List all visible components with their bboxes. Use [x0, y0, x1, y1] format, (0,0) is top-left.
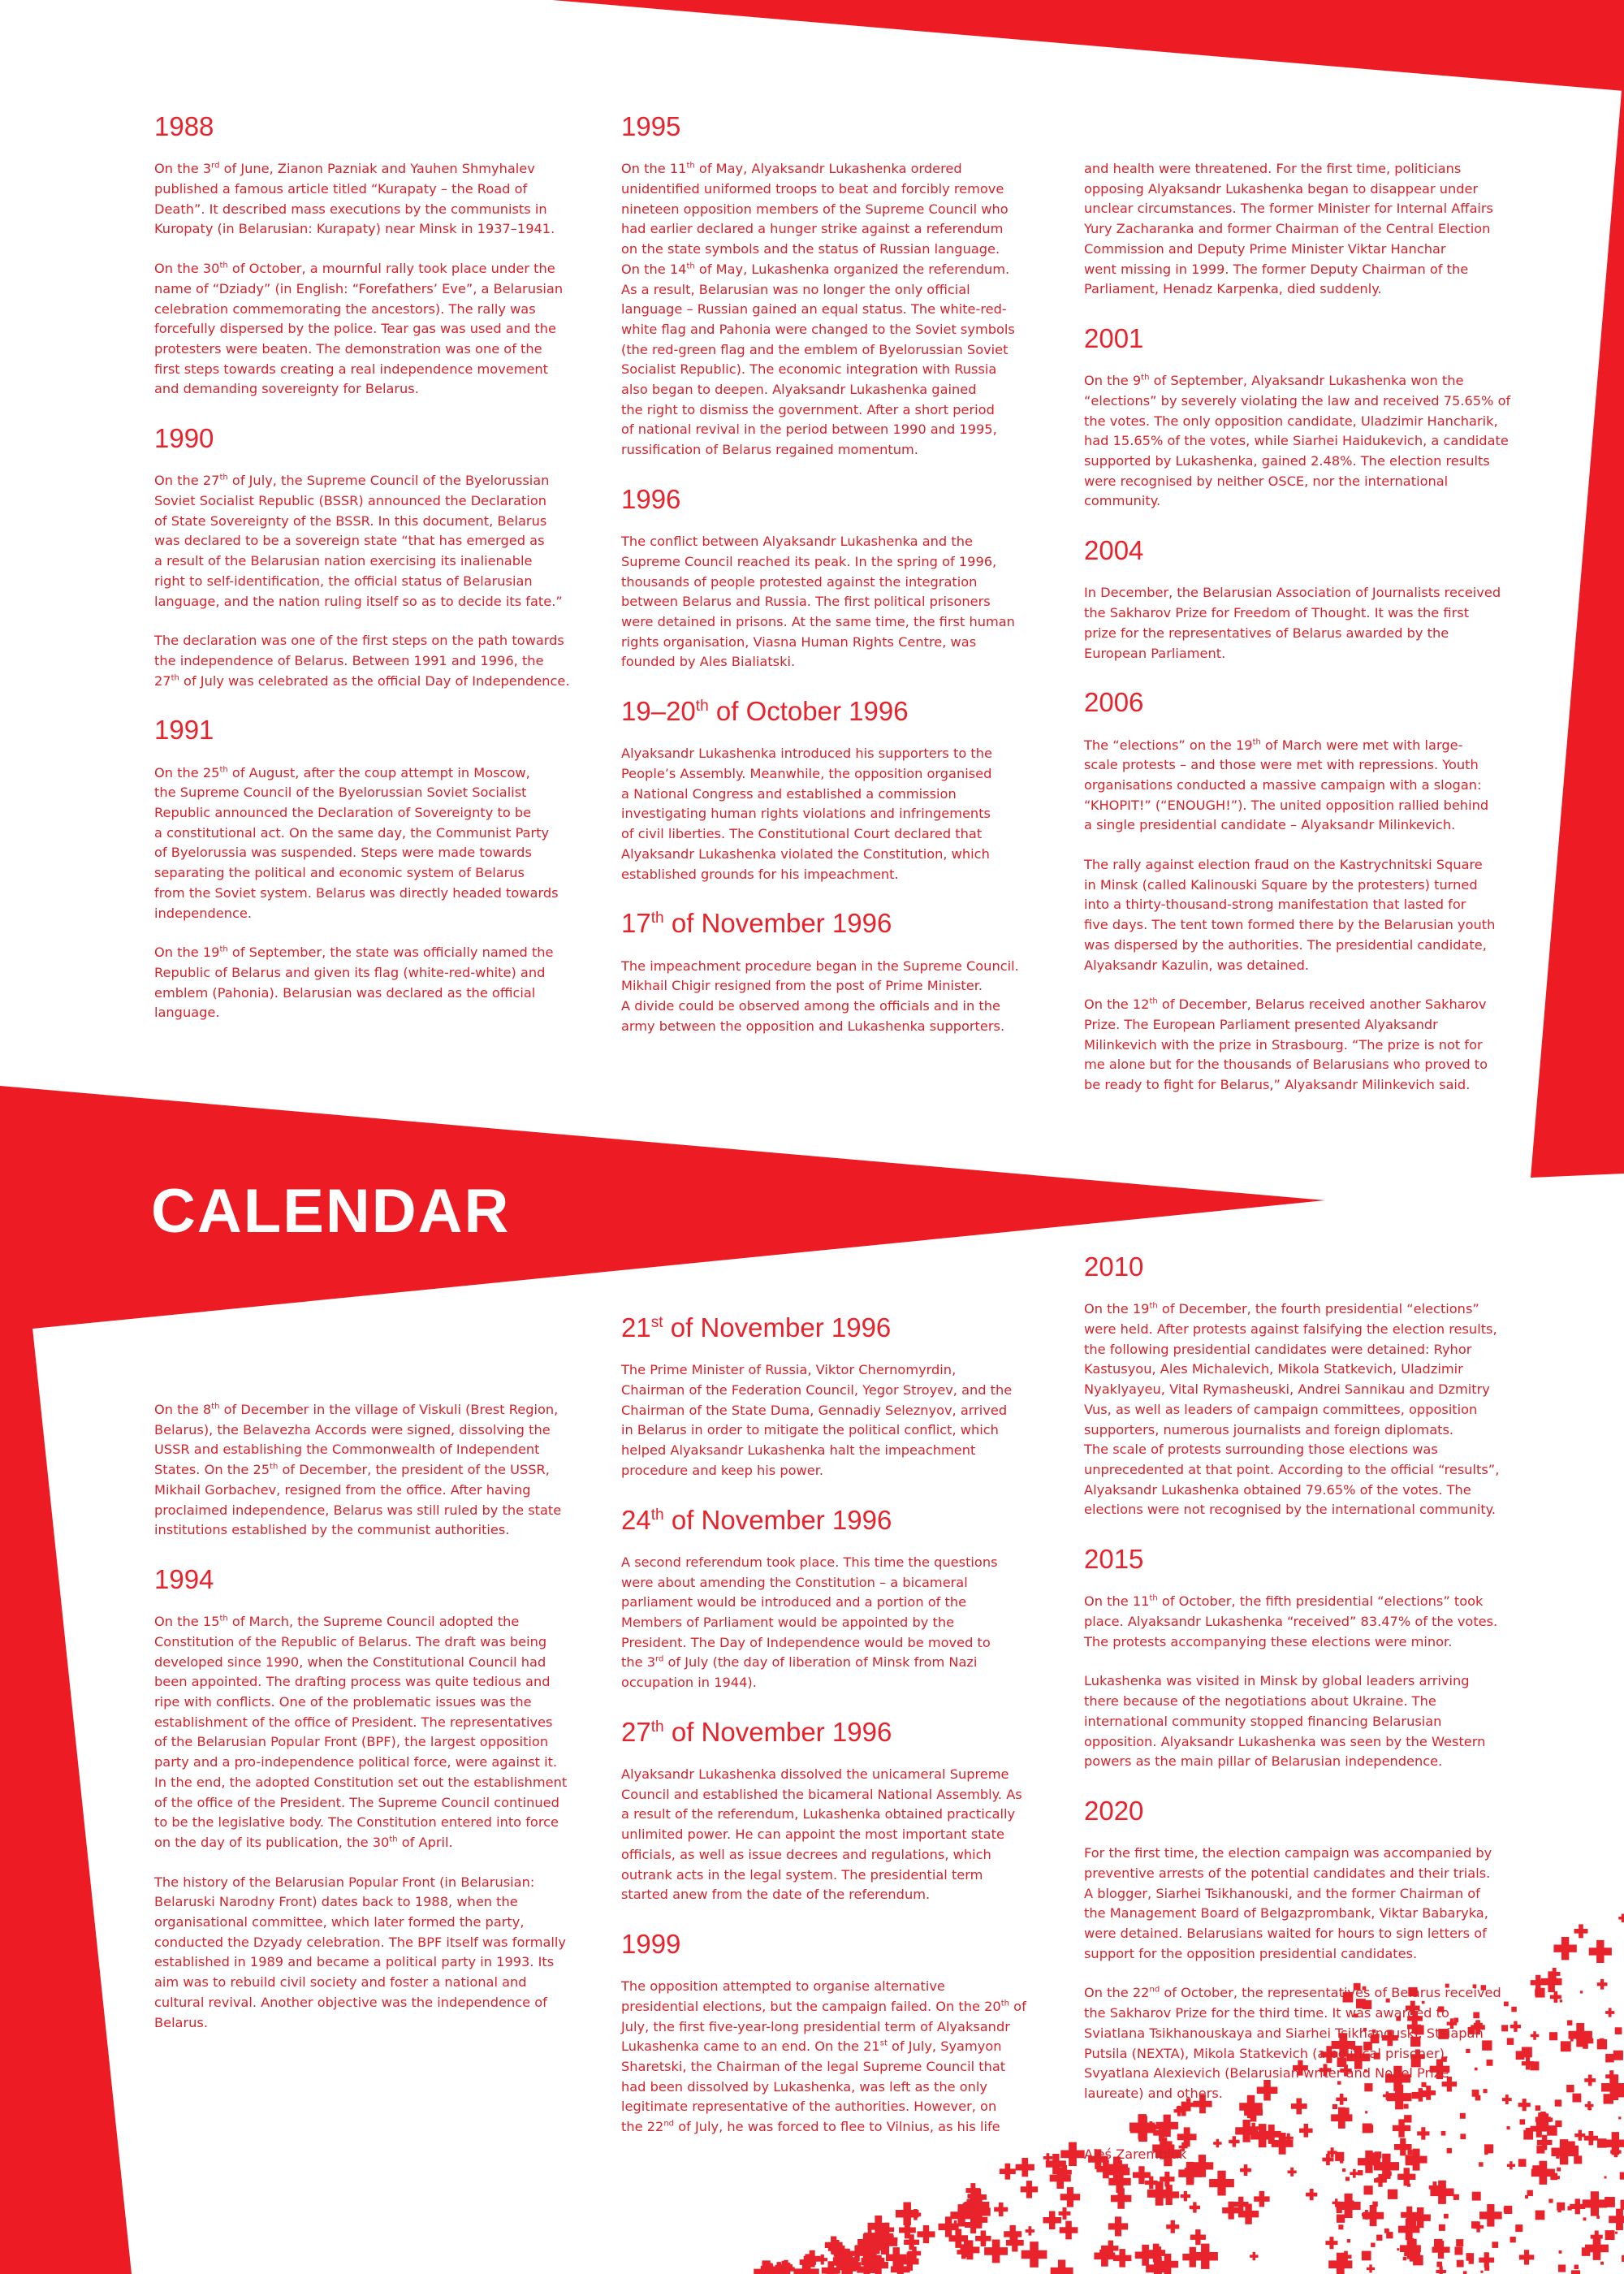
timeline-paragraph: On the 3rd of June, Zianon Pazniak and Yauhen Shmyhalev published a famous article titled “Kurapaty – the Road of Death”. It described mass executions by the communists in Kuropaty (in Belarusian: Kurapaty) near Minsk in 1937–1941. [154, 161, 555, 237]
ornament-cross [1060, 2187, 1080, 2207]
timeline-section [621, 1930, 1060, 2138]
timeline-paragraph: On the 22nd of October, the representatives of Belarus received the Sakharov Prize for the third time. It was awarded to Sviatlana Tsikhanouskaya and Siarhei Tsikhanouski, Stsiapan Putsila (NEXTA), Mikola Statkevich (a political prisoner), Svyatlana Alexievich (Belarusian writer and Nobel Prize laureate) and others. [1084, 1985, 1501, 2101]
timeline-section [154, 424, 593, 691]
ornament-speck [1548, 2198, 1553, 2203]
timeline-section [621, 697, 1060, 884]
ornament-cross [1367, 2264, 1375, 2272]
ornament-cross [1591, 2231, 1603, 2243]
year-heading: 24th of November 1996 [621, 1504, 892, 1535]
timeline-paragraph: The opposition attempted to organise alternative presidential elections, but the campaign failed. On the 20th of July, the first five-year-long presidential term of Alyaksandr Lukashenka came to an end. On the 21st of July, Syamyon Sharetski, the Chairman of the legal Supreme Council that had been dissolved by Lukashenka, was left as the only legitimate representative of the authorities. However, on the 22nd of July, he was forced to flee to Vilnius, as his life [621, 1978, 1026, 2135]
ornament-speck [1558, 2264, 1566, 2272]
ornament-speck [1523, 2130, 1533, 2140]
ornament-speck [1530, 2061, 1539, 2070]
ornament-speck [1582, 2247, 1591, 2256]
ornament-speck [1444, 2214, 1449, 2219]
ornament-cross [1108, 2216, 1128, 2236]
timeline-paragraph: On the 12th of December, Belarus received another Sakharov Prize. The European Parliament presented Alyaksandr Milinkevich with the prize in Strasbourg. “The prize is not for me alone but for the thousands of Belarusians who proved to be ready to fight for Belarus,” Alyaksandr Milinkevich said. [1084, 996, 1488, 1093]
ornament-cross [1584, 2075, 1596, 2086]
year-heading: 21st of November 1996 [621, 1312, 892, 1342]
ornament-cross [1051, 2260, 1073, 2274]
ornament-cross [1479, 2204, 1502, 2227]
ornament-speck [1436, 2262, 1442, 2268]
ornament-speck [1347, 2239, 1350, 2242]
ornament-speck [1439, 2224, 1445, 2231]
ornament-speck [1441, 2131, 1446, 2136]
ornament-speck [1605, 2230, 1615, 2240]
ornament-speck [1387, 2172, 1392, 2177]
ornament-speck [1567, 2206, 1571, 2210]
ornament-cross [1479, 2252, 1494, 2268]
year-heading: 1994 [154, 1563, 214, 1594]
ornament-cross [917, 2225, 935, 2243]
ornament-speck [1376, 2235, 1382, 2241]
ornament-speck [1522, 2047, 1532, 2057]
ornament-speck [1538, 2112, 1546, 2121]
ornament-cross [1618, 1913, 1624, 1922]
ornament-cross [1350, 2169, 1358, 2178]
ornament-speck [1386, 2232, 1393, 2238]
ornament-cross [979, 2233, 990, 2244]
ornament-speck [1463, 2271, 1467, 2274]
ornament-cross [1213, 2139, 1221, 2147]
bullet-icon [1070, 2152, 1076, 2158]
ornament-cross [994, 2203, 1008, 2216]
timeline-paragraph: The conflict between Alyaksandr Lukashenka and the Supreme Council reached its peak. In the spring of 1996, thousands of people protested against the integration between Belarus and Russia. The first political prisoners were detained in prisons. At the same time, the first human rights organisation, Viasna Human Rights Centre, was founded by Ales Bialiatski. [621, 534, 1015, 670]
author-name: Aleś Zarembiuk [1084, 2146, 1187, 2162]
ornament-cross [1000, 2164, 1016, 2180]
timeline-paragraph: The Prime Minister of Russia, Viktor Chernomyrdin, Chairman of the Federation Council, Yegor Stroyev, and the Chairman of the State Duma, Gennadiy Seleznyov, arrived in Belarus in order to mitigate the political conflict, which helped Alyaksandr Lukashenka halt the impeachment procedure and keep his power. [621, 1362, 1013, 1478]
ornament-speck [1588, 2108, 1592, 2111]
ornament-speck [1388, 2190, 1397, 2199]
ornament-speck [1532, 2165, 1540, 2173]
ornament-speck [1492, 2242, 1498, 2248]
ornament-speck [1605, 2197, 1615, 2207]
ornament-speck [1342, 2168, 1345, 2172]
ornament-cross [1417, 2127, 1429, 2139]
year-heading: 27th of November 1996 [621, 1716, 892, 1747]
ornament-speck [1567, 2020, 1573, 2025]
timeline-section [154, 1400, 593, 1541]
ornament-speck [1372, 2202, 1377, 2207]
ornament-speck [1572, 2094, 1581, 2103]
ornament-speck [1535, 1990, 1541, 1996]
ornament-speck [1560, 1999, 1562, 2002]
ornament-cross [1531, 2031, 1540, 2040]
ornament-speck [1535, 2105, 1540, 2110]
ornament-speck [1556, 2155, 1559, 2159]
timeline-paragraph: For the first time, the election campaign was accompanied by preventive arrests of the potential candidates and their trials. A blogger, Siarhei Tsikhanouski, and the former Chairman of the Management Board of Belgazprombank, Viktar Babaryka, were detained. Belarusians waited for hours to sign letters of support for the opposition presidential candidates. [1084, 1845, 1492, 1961]
ornament-speck [1345, 2177, 1350, 2181]
year-heading: 1996 [621, 483, 681, 514]
year-heading: 2015 [1084, 1544, 1144, 1575]
year-heading: 2006 [1084, 687, 1144, 718]
ornament-cross [1193, 2244, 1218, 2269]
timeline-section [154, 1565, 593, 2033]
ornament-speck [1471, 2221, 1479, 2229]
ornament-speck [1620, 2172, 1624, 2180]
ornament-speck [1618, 2116, 1621, 2119]
ornament-speck [1596, 2216, 1600, 2219]
timeline-paragraph: On the 19th of December, the fourth presidential “elections” were held. After protests against falsifying the election results, the following presidential candidates were detained: Ryhor Kastusyou, Ales Michalevich, Mikola Statkevich, Uladzimir Nyaklyayeu, Vital Rymasheuski, Andrei Sannikau and Dzmitry Vus, as well as leaders of campaign committees, opposition supporters, numerous journalists and foreign diplomats. The scale of protests surrounding those elections was unprecedented at that point. According to the official “results”, Alyaksandr Lukashenka obtained 79.65% of the votes. The elections were not recognised by the international community. [1084, 1301, 1500, 1518]
timeline-section [1084, 688, 1522, 1096]
ornament-speck [1453, 2194, 1459, 2200]
year-heading: 2004 [1084, 535, 1144, 566]
ornament-cross [1113, 2249, 1132, 2268]
timeline-paragraph: The “elections” on the 19th of March were met with large- scale protests – and those were met with repressions. Youth organisations conducted a massive campaign with a slogan: “KHOPIT!” (“ENOUGH!”). The united opposition rallied behind a single presidential candidate – Alyaksandr Milinkevich. [1084, 737, 1489, 833]
timeline-paragraph: On the 15th of March, the Supreme Council adopted the Constitution of the Republic of Belarus. The draft was being developed since 1990, when the Constitutional Council had been appointed. The drafting process was quite tedious and ripe with conflicts. One of the problematic issues was the establishment of the office of President. The representatives of the Belarusian Popular Front (BPF), the largest opposition party and a pro-independence political force, were against it. In the end, the adopted Constitution set out the establishment of the office of the President. The Supreme Council continued to be the legislative body. The Constitution entered into force on the day of its publication, the 30th of April. [154, 1614, 568, 1850]
ornament-speck [1337, 2215, 1345, 2223]
ornament-speck [1600, 2262, 1604, 2265]
ornament-cross [1553, 1937, 1576, 1960]
timeline-paragraph: In December, the Belarusian Association of Journalists received the Sakharov Prize for Freedom of Thought. It was the first prize for the representatives of Belarus awarded by the European Parliament. [1084, 585, 1501, 661]
timeline-paragraph: On the 11th of May, Alyaksandr Lukashenka ordered unidentified uniformed troops to beat and forcibly remove nineteen opposition members of the Supreme Council who had earlier declared a hunger strike against a referendum on the state symbols and the status of Russian language. On the 14th of May, Lukashenka organized the referendum. As a result, Belarusian was no longer the only official language – Russian gained an equal status. The white-red- white flag and Pahonia were changed to the Soviet symbols (the red-green flag and the emblem of Byelorussian Soviet Socialist Republic). The economic integration with Russia also began to deepen. Alyaksandr Lukashenka gained the right to dismiss the government. After a short period of national revival in the period between 1990 and 1995, russification of Belarus regained momentum. [621, 161, 1015, 458]
ornament-speck [1479, 2162, 1483, 2166]
calendar-heading: CALENDAR [151, 1177, 511, 1246]
ornament-speck [1535, 2211, 1545, 2220]
ornament-cross [1250, 2252, 1258, 2260]
timeline-paragraph: and health were threatened. For the first time, politicians opposing Alyaksandr Lukashenka began to disappear under unclear circumstances. The former Minister for Internal Affairs Yury Zacharanka and former Chairman of the Central Election Commission and Deputy Prime Minister Viktar Hanchar went missing in 1999. The former Deputy Chairman of the Parliament, Henadz Karpenka, died suddenly. [1084, 161, 1493, 297]
ornament-cross [1583, 2191, 1607, 2216]
timeline-paragraph: On the 11th of October, the fifth presidential “elections” took place. Alyaksandr Lukashenka “received” 83.47% of the votes. The protests accompanying these elections were minor. [1084, 1593, 1498, 1649]
ornament-speck [1408, 2218, 1416, 2226]
ornament-speck [1337, 2207, 1342, 2213]
ornament-speck [1574, 2155, 1582, 2164]
ornament-speck [1555, 2099, 1561, 2106]
ornament-speck [1536, 2146, 1544, 2154]
timeline-paragraph: Alyaksandr Lukashenka introduced his supporters to the People’s Assembly. Meanwhile, the opposition organised a National Congress and established a commission investigating human rights violations and infringements of civil liberties. The Constitutional Court declared that Alyaksandr Lukashenka violated the Constitution, which established grounds for his impeachment. [621, 746, 992, 882]
ornament-cross [1589, 1940, 1612, 1963]
ornament-speck [1447, 2148, 1452, 2153]
ornament-speck [1566, 2141, 1575, 2151]
year-heading: 19–20th of October 1996 [621, 696, 909, 727]
ornament-cross [1436, 2267, 1446, 2274]
timeline-section [1084, 1796, 1522, 2104]
ornament-cross [1021, 2242, 1047, 2268]
ornament-speck [1454, 2247, 1462, 2255]
timeline-section [621, 1718, 1060, 1905]
ornament-speck [1549, 2032, 1557, 2040]
ornament-cross [1363, 2205, 1384, 2226]
timeline-section [1084, 159, 1522, 300]
left-red-band [0, 1324, 132, 2274]
ornament-cross [826, 2266, 838, 2274]
ornament-speck [1457, 2260, 1464, 2268]
ornament-speck [1363, 2185, 1372, 2194]
ornament-speck [1338, 2224, 1343, 2229]
ornament-speck [1613, 2051, 1623, 2060]
ornament-speck [1561, 2041, 1571, 2051]
ornament-speck [1456, 2239, 1463, 2246]
ornament-cross [1325, 2237, 1337, 2249]
ornament-cross [1240, 2164, 1251, 2176]
timeline-section [621, 909, 1060, 1036]
ornament-speck [1557, 2168, 1561, 2172]
ornament-cross [1597, 1979, 1608, 1990]
ornament-speck [1480, 2271, 1483, 2273]
timeline-paragraph: The rally against election fraud on the Kastrychnitski Square in Minsk (called Kalinouski Square by the protesters) turned into a thirty-thousand-strong manifestation that lasted for five days. The tent town formed there by the Belarusian youth was dispersed by the authorities. The presidential candidate, Alyaksandr Kazulin, was detained. [1084, 857, 1496, 973]
timeline-section [154, 112, 593, 400]
year-heading: 2001 [1084, 322, 1144, 353]
ornament-speck [1605, 2176, 1607, 2178]
ornament-speck [1615, 2232, 1618, 2234]
ornament-cross [1190, 2202, 1200, 2212]
ornament-speck [1515, 2224, 1522, 2232]
ornament-speck [1574, 2265, 1579, 2269]
ornament-speck [1566, 2085, 1574, 2092]
ornament-speck [1407, 2184, 1410, 2187]
ornament-speck [1510, 2237, 1516, 2242]
ornament-speck [1469, 2259, 1474, 2263]
ornament-cross [1609, 2209, 1624, 2231]
year-heading: 1988 [154, 111, 214, 141]
ornament-speck [1335, 2152, 1344, 2161]
ornament-cross [1190, 2229, 1206, 2245]
ornament-cross [984, 2239, 1008, 2263]
author-line [1070, 2143, 1187, 2162]
ornament-speck [1460, 2133, 1466, 2139]
year-heading: 1995 [621, 111, 681, 141]
timeline-paragraph: On the 9th of September, Alyaksandr Lukashenka won the “elections” by severely violating the law and received 75.65% of the votes. The only opposition candidate, Uladzimir Hancharik, had 15.65% of the votes, while Siarhei Haidukevich, a candidate supported by Lukashenka, gained 2.48%. The election results were recognised by neither OSCE, nor the international community. [1084, 373, 1511, 509]
column-3 [1084, 159, 1522, 1120]
ornament-speck [1583, 2217, 1587, 2220]
timeline-section [1084, 1252, 1522, 1520]
ornament-speck [1600, 2038, 1605, 2043]
ornament-speck [1527, 2190, 1533, 2196]
timeline-paragraph: On the 19th of September, the state was officially named the Republic of Belarus and given its flag (white-red-white) and emblem (Pahonia). Belarusian was declared as the official language. [154, 945, 554, 1021]
column-1 [154, 112, 593, 1048]
ornament-speck [1484, 2151, 1488, 2155]
ornament-speck [1571, 2270, 1580, 2274]
ornament-speck [1518, 2159, 1527, 2167]
ornament-cross [1288, 2168, 1297, 2177]
ornament-cross [1026, 2226, 1034, 2235]
ornament-cross [1605, 2008, 1614, 2017]
ornament-cross [1229, 2136, 1239, 2146]
ornament-cross [1166, 2220, 1179, 2233]
year-heading: 1991 [154, 715, 214, 746]
timeline-section [1084, 324, 1522, 512]
timeline-section [621, 112, 1060, 460]
ornament-cross [1574, 2130, 1585, 2141]
ornament-cross [1060, 2221, 1078, 2240]
ornament-cross [1135, 2245, 1156, 2266]
ornament-speck [1406, 2155, 1416, 2165]
timeline-paragraph: On the 30th of October, a mournful rally took place under the name of “Dziady” (in English: “Forefathers’ Eve”, a Belarusian celebration commemorating the ancestors). The rally was forcefully dispersed by the police. Tear gas was used and the protesters were beaten. The demonstration was one of the first steps towards creating a real independence movement and demanding sovereignty for Belarus. [154, 261, 564, 397]
right-red-band [1531, 32, 1624, 1178]
timeline-paragraph: The declaration was one of the first steps on the path towards the independence of Belarus. Between 1991 and 1996, the 27th of July was celebrated as the official Day of Independence. [154, 633, 570, 689]
ornament-speck [1409, 2239, 1417, 2247]
timeline-paragraph: On the 27th of July, the Supreme Council of the Byelorussian Soviet Socialist Republic (BSSR) announced the Declaration of State Sovereignty of the BSSR. In this document, Belarus was declared to be a sovereign state “that has emerged as a result of the Belarusian nation exercising its inalienable right to self-identification, the official status of Belarusian language, and the nation ruling itself so as to decide its fate.” [154, 473, 563, 609]
ornament-speck [1570, 2038, 1574, 2042]
timeline-paragraph: The impeachment procedure began in the Supreme Council. Mikhail Chigir resigned from the post of Prime Minister. A divide could be observed among the officials and in the army between the opposition and Lukashenka supporters. [621, 958, 1019, 1034]
column-4 [154, 1400, 593, 2057]
ornament-speck [1615, 2027, 1622, 2034]
ornament-speck [1557, 2176, 1560, 2179]
ornament-cross [1181, 2191, 1191, 2202]
timeline-paragraph: Alyaksandr Lukashenka dissolved the unicameral Supreme Council and established the bicameral National Assembly. As a result of the referendum, Lukashenka obtained practically unlimited power. He can appoint the most important state officials, as well as issue decrees and regulations, which outrank acts in the legal system. The presidential term started anew from the date of the referendum. [621, 1766, 1022, 1903]
timeline-paragraph: The history of the Belarusian Popular Front (in Belarusian: Belaruski Narodny Front) dates back to 1988, when the organisational committee, which later formed the party, conducted the Dzyady celebration. The BPF itself was formally established in 1989 and became a political party in 1993. Its aim was to rebuild civil society and foster a national and cultural revival. Another objective was the independence of Belarus. [154, 1874, 566, 2030]
year-heading: 2010 [1084, 1252, 1144, 1282]
ornament-cross [1254, 2191, 1269, 2207]
ornament-speck [1605, 2054, 1614, 2063]
ornament-cross [1584, 2131, 1598, 2145]
timeline-section [1084, 1545, 1522, 1772]
ornament-speck [1618, 2089, 1624, 2097]
timeline-paragraph: On the 25th of August, after the coup attempt in Moscow, the Supreme Council of the Byelorussian Soviet Socialist Republic announced the Declaration of Sovereignty to be a constitutional act. On the same day, the Communist Party of Byelorussia was suspended. Steps were made towards separating the political and economic system of Belarus from the Soviet system. Belarus was directly headed towards independence. [154, 764, 559, 921]
ornament-speck [1559, 2250, 1562, 2254]
ornament-speck [1580, 1991, 1583, 1993]
ornament-speck [1602, 2141, 1609, 2148]
ornament-cross [1306, 2189, 1317, 2200]
ornament-speck [1504, 2207, 1509, 2212]
year-heading: 2020 [1084, 1795, 1144, 1826]
column-5 [621, 1313, 1060, 2162]
year-heading: 1999 [621, 1928, 681, 1959]
ornament-speck [1403, 2257, 1407, 2261]
timeline-paragraph: On the 8th of December in the village of Viskuli (Brest Region, Belarus), the Belavezha Accords were signed, dissolving the USSR and establishing the Commonwealth of Independent States. On the 25th of December, the president of the USSR, Mikhail Gorbachev, resigned from the office. After having proclaimed independence, Belarus was still ruled by the state institutions established by the communist authorities. [154, 1402, 562, 1538]
ornament-speck [1472, 2192, 1481, 2201]
ornament-speck [1520, 2256, 1523, 2259]
ornament-speck [1358, 2170, 1363, 2175]
top-red-wedge [552, 0, 1624, 91]
ornament-speck [1362, 2251, 1371, 2261]
ornament-speck [1413, 2255, 1423, 2266]
year-heading: 17th of November 1996 [621, 908, 892, 939]
ornament-speck [1407, 2150, 1412, 2155]
ornament-speck [1484, 2266, 1489, 2271]
ornament-cross [1507, 2161, 1515, 2169]
ornament-speck [1621, 2200, 1624, 2210]
timeline-section [621, 1313, 1060, 1481]
column-6 [1084, 1252, 1522, 2129]
ornament-speck [1337, 2270, 1342, 2274]
timeline-paragraph: A second referendum took place. This time the questions were about amending the Constitution – a bicameral parliament would be introduced and a portion of the Members of Parliament would be appointed by the President. The Day of Independence would be moved to the 3rd of July (the day of liberation of Minsk from Nazi occupation in 1944). [621, 1554, 998, 1691]
ornament-speck [1366, 2152, 1376, 2163]
timeline-section [621, 1506, 1060, 1693]
ornament-speck [1555, 2121, 1561, 2127]
ornament-speck [1604, 2094, 1613, 2103]
timeline-paragraph: Lukashenka was visited in Minsk by global leaders arriving there because of the negotiations about Ukraine. The international community stopped financing Belarusian opposition. Alyaksandr Lukashenka was seen by the Western powers as the main pillar of Belarusian independence. [1084, 1673, 1486, 1770]
ornament-speck [1376, 2177, 1382, 2183]
ornament-cross [1209, 2171, 1234, 2196]
ornament-cross [1574, 1924, 1588, 1938]
timeline-section [154, 715, 593, 1023]
ornament-cross [1021, 2181, 1038, 2198]
timeline-section [621, 485, 1060, 672]
ornament-speck [1557, 2209, 1561, 2212]
ornament-speck [1397, 2248, 1399, 2250]
year-heading: 1990 [154, 423, 214, 454]
ornament-speck [1550, 2173, 1557, 2181]
ornament-speck [1575, 2034, 1579, 2038]
ornament-speck [1371, 2243, 1375, 2247]
ornament-speck [1434, 2239, 1442, 2247]
column-2 [621, 112, 1060, 1061]
timeline-section [1084, 536, 1522, 664]
